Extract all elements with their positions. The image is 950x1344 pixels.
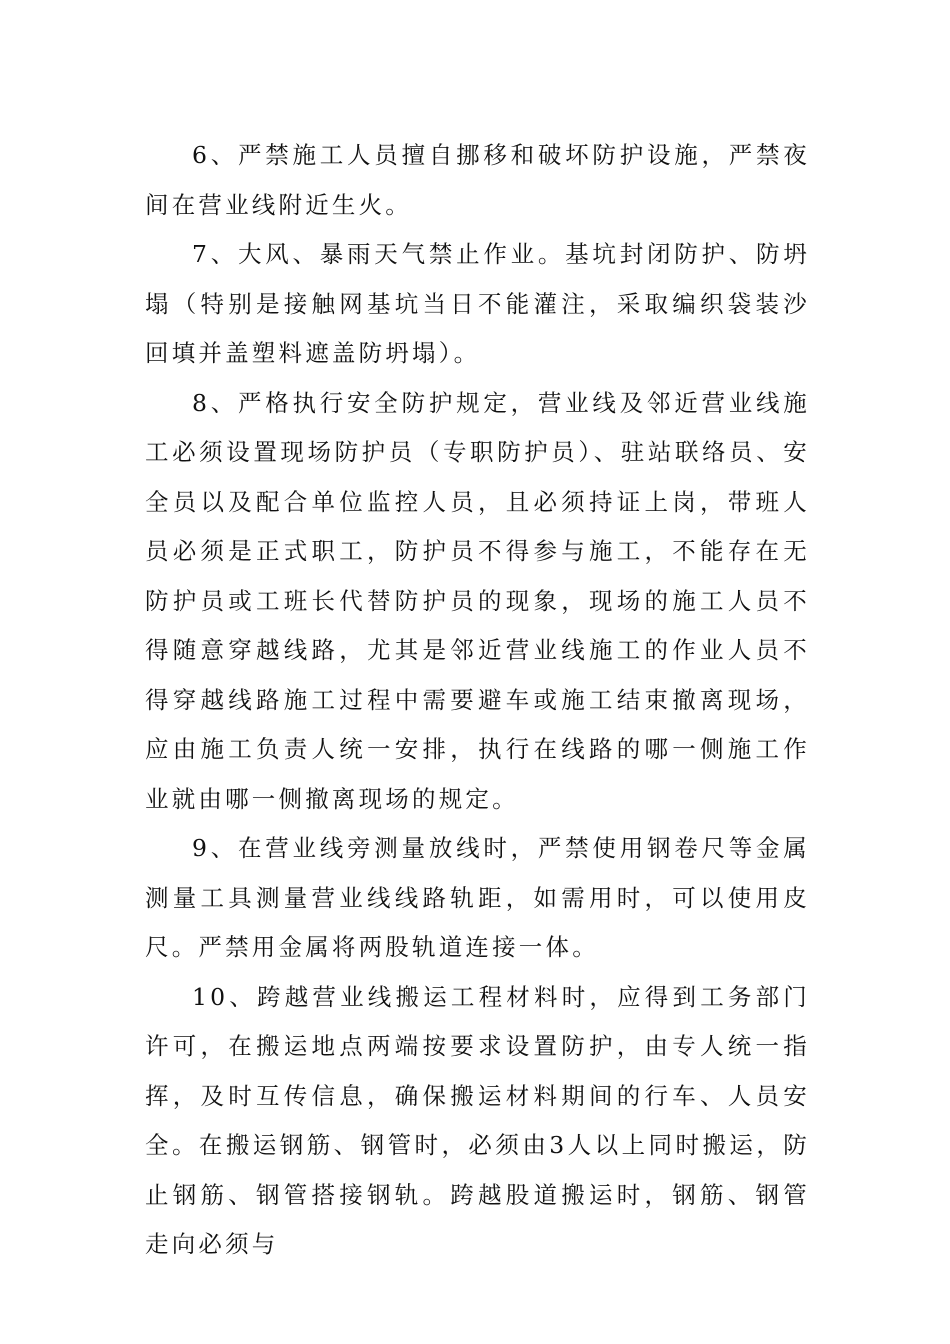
paragraph-item-9: 9、在营业线旁测量放线时，严禁使用钢卷尺等金属测量工具测量营业线线路轨距，如需用时，可以使用皮尺。严禁用金属将两股轨道连接一体。 (145, 834, 810, 961)
paragraph-item-7: 7、大风、暴雨天气禁止作业。基坑封闭防护、防坍塌（特别是接触网基坑当日不能灌注，采取编织袋装沙回填并盖塑料遮盖防坍塌）。 (145, 240, 810, 367)
paragraph-item-6: 6、严禁施工人员擅自挪移和破坏防护设施，严禁夜间在营业线附近生火。 (145, 141, 810, 219)
paragraph-item-10: 10、跨越营业线搬运工程材料时，应得到工务部门许可，在搬运地点两端按要求设置防护，由专人统一指挥，及时互传信息，确保搬运材料期间的行车、人员安全。在搬运钢筋、钢管时，必须由3人以上同时搬运，防止钢筋、钢管搭接钢轨。跨越股道搬运时，钢筋、钢管走向必须与 (145, 982, 810, 1258)
document-body (145, 131, 810, 1270)
paragraph-item-8: 8、严格执行安全防护规定，营业线及邻近营业线施工必须设置现场防护员（专职防护员）、驻站联络员、安全员以及配合单位监控人员，且必须持证上岗，带班人员必须是正式职工，防护员不得参与施工，不能存在无防护员或工班长代替防护员的现象，现场的施工人员不得随意穿越线路，尤其是邻近营业线施工的作业人员不得穿越线路施工过程中需要避车或施工结束撤离现场，应由施工负责人统一安排，执行在线路的哪一侧施工作业就由哪一侧撤离现场的规定。 (145, 388, 810, 813)
